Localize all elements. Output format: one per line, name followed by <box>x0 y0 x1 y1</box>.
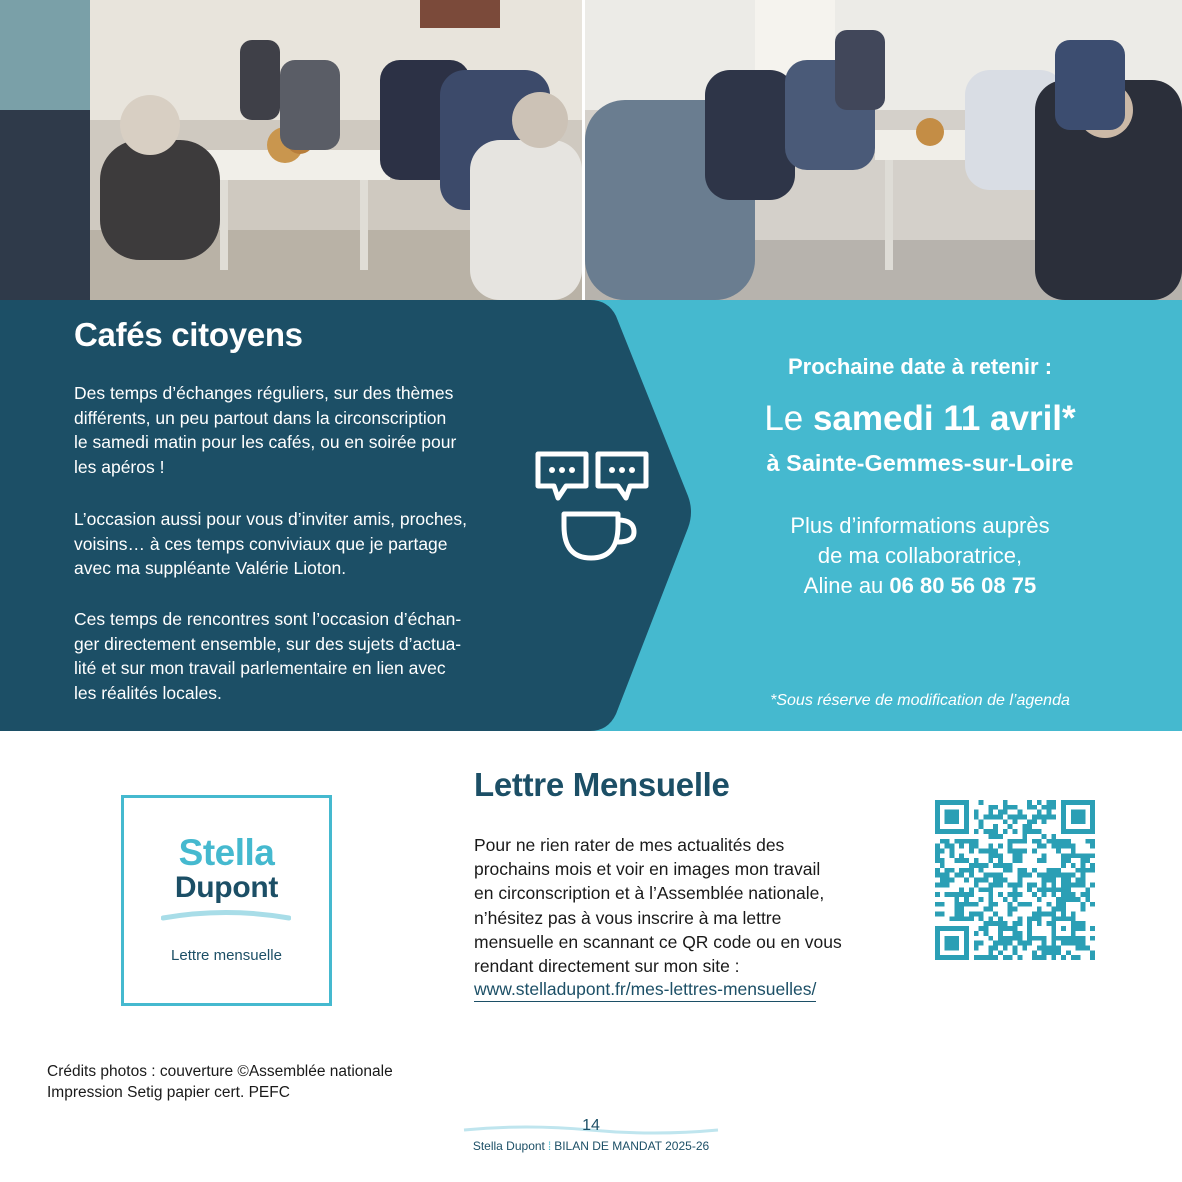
photo-cafe-citoyen-left <box>0 0 582 300</box>
cafes-citoyens-title: Cafés citoyens <box>74 316 303 353</box>
logo-subtitle: Lettre mensuelle <box>171 947 282 964</box>
credits-photos: Crédits photos : couverture ©Assemblée nationale <box>47 1063 393 1080</box>
footer-author: Stella Dupont <box>472 1139 545 1153</box>
lettre-mensuelle-title: Lettre Mensuelle <box>474 766 730 803</box>
text-line: Ces temps de rencontres sont l’occasion d’échan- <box>74 609 462 629</box>
lettres-mensuelles-link[interactable]: www.stelladupont.fr/mes-lettres-mensuelles/ <box>474 977 816 1002</box>
text-line: n’hésitez pas à vous inscrire à ma lettre <box>474 907 782 928</box>
date-value: samedi 11 avril* <box>812 399 1076 438</box>
footer-title <box>0 1139 1182 1153</box>
info-line-3 <box>670 571 1170 601</box>
next-place: à Sainte-Gemmes-sur-Loire <box>766 450 1074 476</box>
logo-last-name: Dupont <box>174 871 279 904</box>
chat-bubbles-coffee-cup-icon <box>530 446 652 568</box>
date-prefix: Le <box>764 399 813 438</box>
photo-cafe-citoyen-right <box>585 0 1182 300</box>
phone-number: 06 80 56 08 75 <box>889 573 1037 598</box>
footer-separator: ⁞ <box>547 1139 552 1153</box>
text-line: différents, un peu partout dans la circonscription <box>74 407 447 428</box>
text-line: ger directement ensemble, sur des sujets d’actua- <box>74 633 462 654</box>
text-line: Pour ne rien rater de mes actualités des <box>474 835 785 855</box>
footer-doc-title: BILAN DE MANDAT 2025-26 <box>554 1139 710 1153</box>
text-line: les apéros ! <box>74 456 165 477</box>
text-line: lité et sur mon travail parlementaire en lien avec <box>74 658 446 678</box>
qr-code-icon[interactable] <box>935 800 1095 960</box>
page-number: 14 <box>582 1117 600 1134</box>
text-line: L’occasion aussi pour vous d’inviter amis, proches, <box>74 509 467 529</box>
next-date <box>670 399 1170 439</box>
text-line: en circonscription et à l’Assemblée nationale, <box>474 883 825 904</box>
logo-first-name: Stella <box>178 832 275 873</box>
cafes-paragraph-1 <box>74 381 514 479</box>
credits <box>47 1061 393 1103</box>
text-line: rendant directement sur mon site : <box>474 956 740 977</box>
text-line: avec ma suppléante Valérie Lioton. <box>74 558 347 578</box>
cafes-paragraph-3 <box>74 607 514 705</box>
logo-wave-underline <box>161 909 291 921</box>
text-line: le samedi matin pour les cafés, ou en soirée pour <box>74 432 457 452</box>
text-line: prochains mois et voir en images mon travail <box>474 859 821 880</box>
contact-prefix: Aline au <box>803 573 890 598</box>
lettre-mensuelle-text <box>474 833 874 978</box>
agenda-reserve-note: *Sous réserve de modification de l’agenda <box>770 692 1070 709</box>
text-line: Des temps d’échanges réguliers, sur des thèmes <box>74 383 454 403</box>
text-line: voisins… à ces temps conviviaux que je partage <box>74 533 448 554</box>
text-line: les réalités locales. <box>74 682 222 703</box>
cafes-paragraph-2 <box>74 507 514 581</box>
stella-dupont-logo-card <box>121 795 332 1006</box>
text-line: mensuelle en scannant ce QR code ou en vous <box>474 931 842 952</box>
credits-impression: Impression Setig papier cert. PEFC <box>47 1084 290 1101</box>
next-date-label: Prochaine date à retenir : <box>787 354 1053 379</box>
info-line-2: de ma collaboratrice, <box>817 543 1023 568</box>
info-line-1: Plus d’informations auprès <box>790 513 1050 538</box>
